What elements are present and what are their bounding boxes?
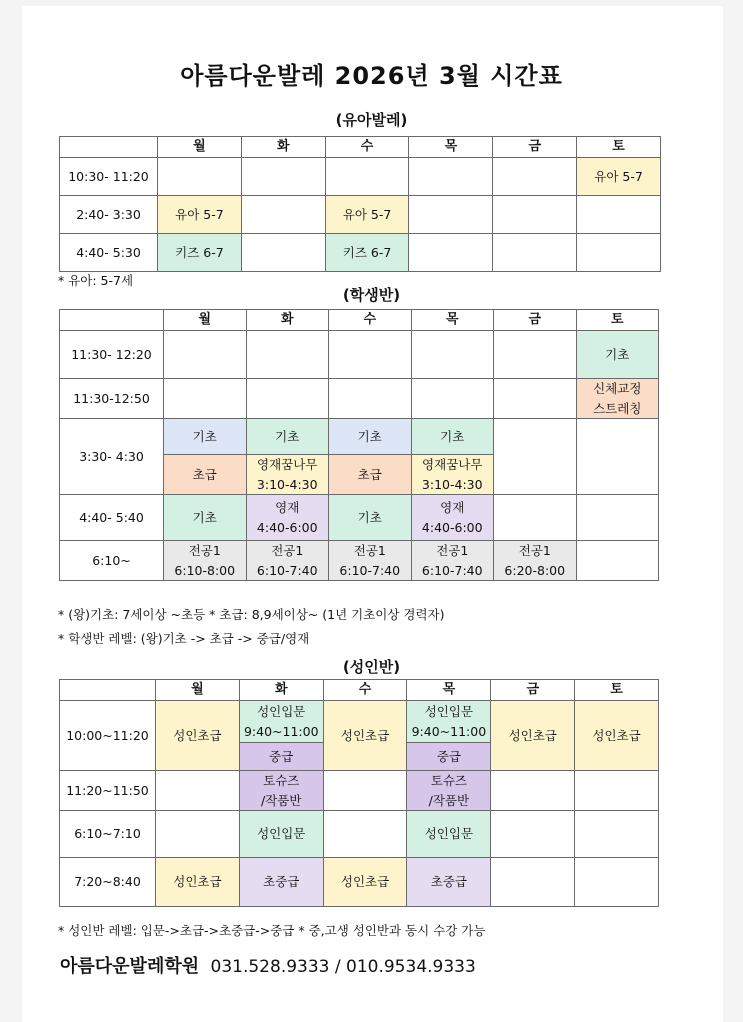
class-cell xyxy=(409,234,493,272)
class-cell xyxy=(576,419,659,495)
cell-line: 6:20-8:00 xyxy=(504,562,566,578)
class-cell xyxy=(323,771,407,811)
class-cell xyxy=(411,495,494,541)
cell-line: 4:40-6:00 xyxy=(256,519,318,535)
day-mon: 월 xyxy=(156,680,240,701)
cell-line: 3:10-4:30 xyxy=(421,476,483,492)
class-cell xyxy=(411,379,494,419)
day-thu: 목 xyxy=(407,680,491,701)
cell-line: 9:40~11:00 xyxy=(243,723,319,739)
cell-line: /작품반 xyxy=(428,792,470,808)
class-cell xyxy=(575,858,659,907)
cell-line: 영재 xyxy=(275,500,300,516)
class-cell: 키즈 6-7 xyxy=(158,234,242,272)
infant-header-row xyxy=(60,137,661,158)
class-cell xyxy=(493,234,577,272)
class-cell xyxy=(329,541,412,581)
class-cell xyxy=(409,158,493,196)
cell-line: 전공1 xyxy=(271,543,304,559)
adult-header-row xyxy=(60,680,659,701)
class-cell: 중급 xyxy=(239,743,323,771)
class-cell xyxy=(158,158,242,196)
time-cell: 10:00~11:20 xyxy=(60,701,156,771)
table-row xyxy=(60,196,661,234)
day-mon: 월 xyxy=(158,137,242,158)
class-cell xyxy=(494,379,577,419)
table-row xyxy=(60,858,659,907)
cell-line: 4:40-6:00 xyxy=(421,519,483,535)
class-cell: 기초 xyxy=(329,495,412,541)
class-cell xyxy=(576,379,659,419)
table-row xyxy=(60,234,661,272)
class-cell xyxy=(491,858,575,907)
day-mon: 월 xyxy=(164,310,247,331)
cell-line: 6:10-7:40 xyxy=(256,562,318,578)
class-cell: 기초 xyxy=(164,495,247,541)
class-cell: 중급 xyxy=(407,743,491,771)
class-cell: 성인입문 xyxy=(407,811,491,858)
class-cell xyxy=(164,379,247,419)
footer-contact xyxy=(60,952,476,978)
time-cell: 11:30-12:50 xyxy=(60,379,164,419)
class-cell xyxy=(329,379,412,419)
day-fri: 금 xyxy=(491,680,575,701)
cell-line: 토슈즈 xyxy=(263,773,300,789)
class-cell xyxy=(239,701,323,743)
class-cell xyxy=(494,331,577,379)
student-header-row xyxy=(60,310,659,331)
class-cell: 성인초급 xyxy=(156,701,240,771)
cell-line: 전공1 xyxy=(436,543,469,559)
day-tue: 화 xyxy=(246,310,329,331)
cell-line: 전공1 xyxy=(353,543,386,559)
class-cell xyxy=(491,811,575,858)
class-cell xyxy=(407,701,491,743)
class-cell xyxy=(246,495,329,541)
student-note-1: * (왕)기초: 7세이상 ~초등 * 초급: 8,9세이상~ (1년 기초이상 경력자) xyxy=(58,607,445,622)
adult-note: * 성인반 레벨: 입문->초급->초중급->중급 * 중,고생 성인반과 동시 수강 가능 xyxy=(58,923,486,938)
day-sat: 토 xyxy=(577,137,661,158)
time-cell: 4:40- 5:40 xyxy=(60,495,164,541)
class-cell xyxy=(576,495,659,541)
class-cell xyxy=(156,771,240,811)
cell-line: 영재꿈나무 xyxy=(257,457,318,473)
infant-timetable xyxy=(59,136,661,272)
class-cell xyxy=(241,158,325,196)
class-cell: 기초 xyxy=(246,419,329,455)
class-cell: 기초 xyxy=(329,419,412,455)
table-row xyxy=(60,541,659,581)
class-cell: 키즈 6-7 xyxy=(325,234,409,272)
class-cell xyxy=(156,811,240,858)
class-cell xyxy=(494,419,577,495)
day-fri: 금 xyxy=(494,310,577,331)
table-row xyxy=(60,158,661,196)
class-cell: 유아 5-7 xyxy=(325,196,409,234)
time-cell: 10:30- 11:20 xyxy=(60,158,158,196)
class-cell xyxy=(575,811,659,858)
time-cell: 3:30- 4:30 xyxy=(60,419,164,495)
class-cell xyxy=(494,541,577,581)
day-wed: 수 xyxy=(325,137,409,158)
class-cell xyxy=(325,158,409,196)
time-cell: 6:10~7:10 xyxy=(60,811,156,858)
class-cell: 유아 5-7 xyxy=(577,158,661,196)
table-row xyxy=(60,419,659,455)
class-cell xyxy=(411,331,494,379)
cell-line: 영재꿈나무 xyxy=(422,457,483,473)
time-cell: 4:40- 5:30 xyxy=(60,234,158,272)
cell-line: /작품반 xyxy=(261,792,302,808)
class-cell xyxy=(164,541,247,581)
table-row xyxy=(60,701,659,743)
class-cell: 기초 xyxy=(576,331,659,379)
infant-heading: (유아발레) xyxy=(335,111,408,129)
class-cell: 성인초급 xyxy=(323,858,407,907)
cell-line: 6:10-8:00 xyxy=(174,562,236,578)
day-thu: 목 xyxy=(411,310,494,331)
day-tue: 화 xyxy=(241,137,325,158)
class-cell xyxy=(407,771,491,811)
student-heading: (학생반) xyxy=(342,286,401,304)
time-cell: 11:30- 12:20 xyxy=(60,331,164,379)
class-cell xyxy=(577,196,661,234)
cell-line: 영재 xyxy=(440,500,465,516)
class-cell xyxy=(494,495,577,541)
class-cell xyxy=(493,158,577,196)
class-cell: 초급 xyxy=(164,455,247,495)
class-cell: 초중급 xyxy=(407,858,491,907)
class-cell xyxy=(329,331,412,379)
class-cell xyxy=(241,234,325,272)
class-cell xyxy=(576,541,659,581)
class-cell: 성인초급 xyxy=(156,858,240,907)
class-cell xyxy=(164,331,247,379)
class-cell xyxy=(493,196,577,234)
class-cell: 초급 xyxy=(329,455,412,495)
class-cell xyxy=(575,771,659,811)
cell-line: 토슈즈 xyxy=(430,773,468,789)
cell-line: 전공1 xyxy=(188,543,221,559)
academy-name: 아름다운발레학원 xyxy=(60,956,200,977)
class-cell xyxy=(246,541,329,581)
adult-timetable xyxy=(59,679,659,907)
class-cell xyxy=(409,196,493,234)
cell-line: 스트레칭 xyxy=(593,400,642,416)
time-cell: 6:10~ xyxy=(60,541,164,581)
class-cell: 성인초급 xyxy=(323,701,407,771)
cell-line: 성인입문 xyxy=(424,704,474,720)
time-cell: 7:20~8:40 xyxy=(60,858,156,907)
table-row xyxy=(60,811,659,858)
day-sat: 토 xyxy=(575,680,659,701)
class-cell xyxy=(411,455,494,495)
day-fri: 금 xyxy=(493,137,577,158)
time-cell: 2:40- 3:30 xyxy=(60,196,158,234)
table-row xyxy=(60,495,659,541)
class-cell: 성인입문 xyxy=(239,811,323,858)
day-wed: 수 xyxy=(323,680,407,701)
corner-cell xyxy=(60,137,158,158)
corner-cell xyxy=(60,680,156,701)
class-cell xyxy=(577,234,661,272)
corner-cell xyxy=(60,310,164,331)
cell-line: 9:40~11:00 xyxy=(411,723,487,739)
class-cell: 기초 xyxy=(164,419,247,455)
class-cell xyxy=(246,379,329,419)
cell-line: 3:10-4:30 xyxy=(256,476,318,492)
cell-line: 성인입문 xyxy=(257,704,306,720)
class-cell: 유아 5-7 xyxy=(158,196,242,234)
adult-heading: (성인반) xyxy=(342,658,401,676)
page-title: 아름다운발레 2026년 3월 시간표 xyxy=(180,62,563,90)
cell-line: 6:10-7:40 xyxy=(339,562,401,578)
cell-line: 6:10-7:40 xyxy=(421,562,483,578)
student-timetable xyxy=(59,309,659,581)
class-cell xyxy=(411,541,494,581)
class-cell xyxy=(323,811,407,858)
table-row xyxy=(60,331,659,379)
class-cell: 성인초급 xyxy=(491,701,575,771)
phone-numbers: 031.528.9333 / 010.9534.9333 xyxy=(210,957,476,977)
cell-line: 전공1 xyxy=(518,543,551,559)
class-cell xyxy=(246,331,329,379)
table-row xyxy=(60,379,659,419)
class-cell: 성인초급 xyxy=(575,701,659,771)
class-cell xyxy=(239,771,323,811)
class-cell: 초중급 xyxy=(239,858,323,907)
day-thu: 목 xyxy=(409,137,493,158)
day-tue: 화 xyxy=(239,680,323,701)
table-row xyxy=(60,771,659,811)
class-cell xyxy=(491,771,575,811)
class-cell xyxy=(246,455,329,495)
day-wed: 수 xyxy=(329,310,412,331)
class-cell xyxy=(241,196,325,234)
day-sat: 토 xyxy=(576,310,659,331)
cell-line: 신체교정 xyxy=(593,381,642,397)
time-cell: 11:20~11:50 xyxy=(60,771,156,811)
student-note-2: * 학생반 레벨: (왕)기초 -> 초급 -> 중급/영재 xyxy=(58,631,310,646)
infant-note: * 유아: 5-7세 xyxy=(58,273,134,288)
class-cell: 기초 xyxy=(411,419,494,455)
